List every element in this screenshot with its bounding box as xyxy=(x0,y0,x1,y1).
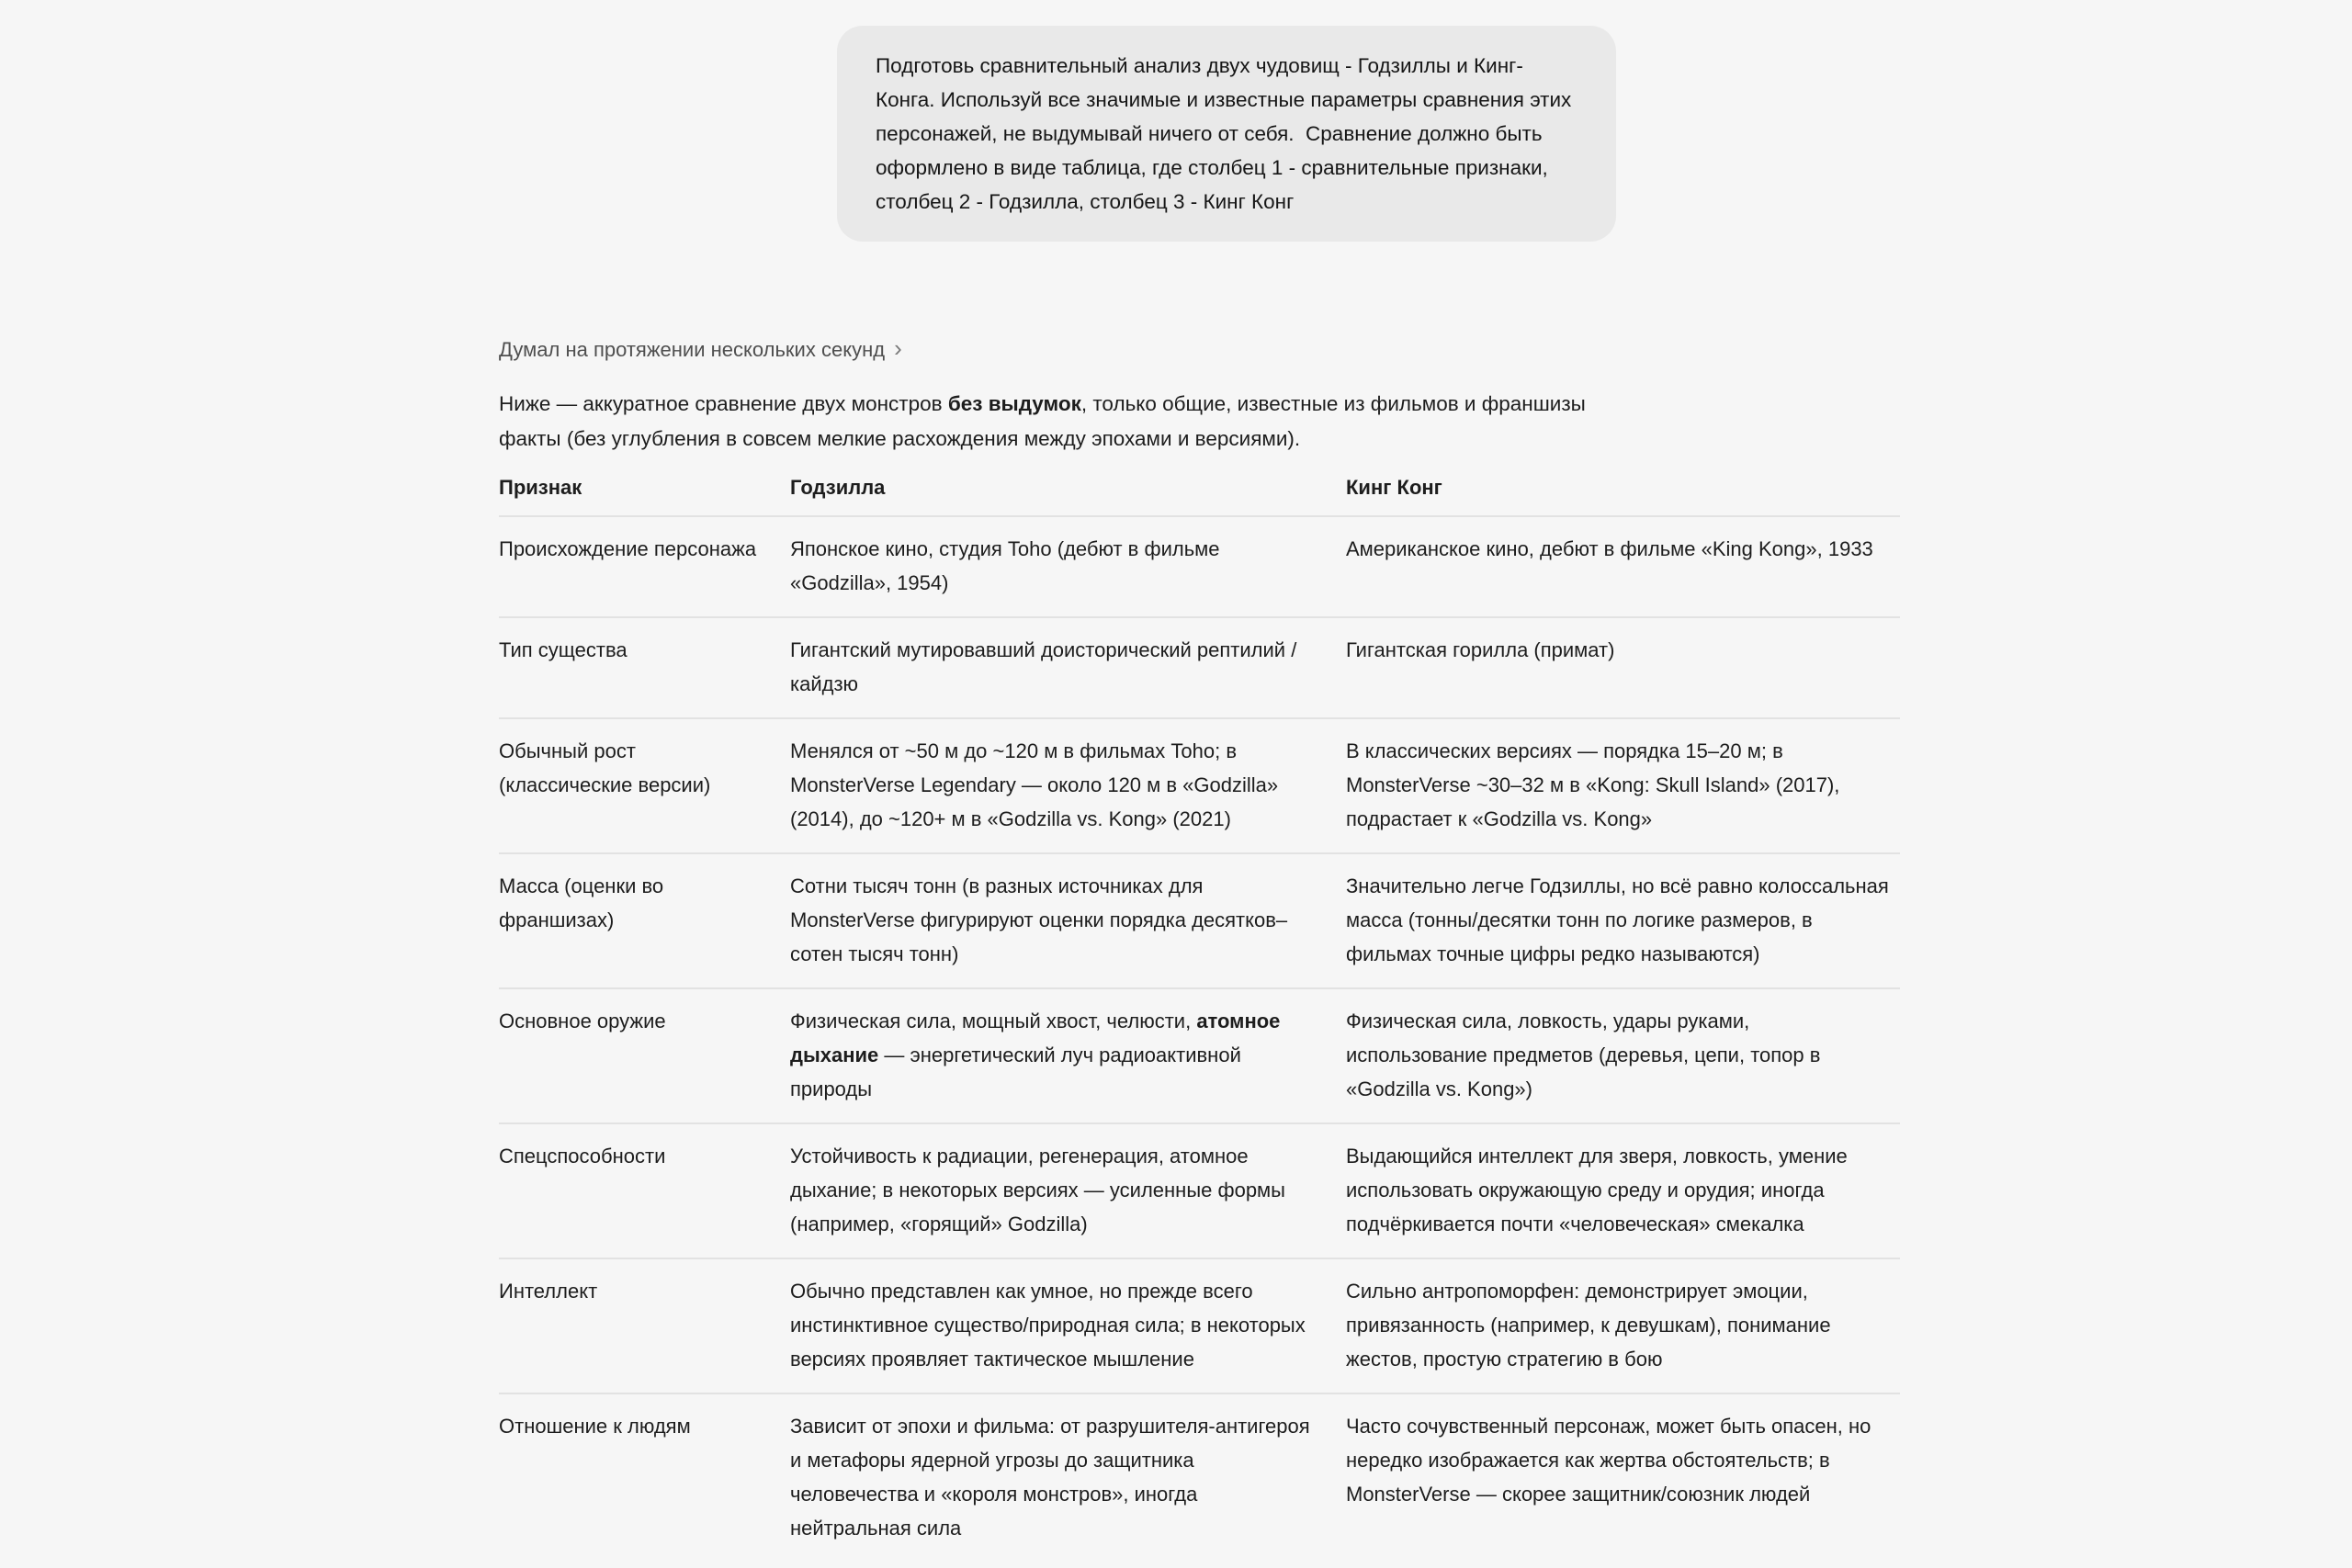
kong-cell: Американское кино, дебют в фильме «King Kong», 1933 xyxy=(1346,516,1900,617)
godzilla-cell: Сотни тысяч тонн (в разных источниках для MonsterVerse фигурируют оценки порядка десятков–сотен тысяч тонн) xyxy=(790,853,1346,988)
feature-cell: Отношение к людям xyxy=(499,1415,691,1438)
thought-summary-toggle[interactable] xyxy=(499,336,902,364)
column-header-kong: Кинг Конг xyxy=(1346,470,1900,516)
feature-cell: Масса (оценки во франшизах) xyxy=(499,853,790,988)
godzilla-cell: Физическая сила, мощный хвост, челюсти, атомное дыхание — энергетический луч радиоактивной природы xyxy=(790,988,1346,1123)
table-body xyxy=(499,516,1900,1562)
table-row xyxy=(499,1123,1900,1258)
table-header-row xyxy=(499,470,1900,516)
kong-cell: Значительно легче Годзиллы, но всё равно колоссальная масса (тонны/десятки тонн по логике размеров, в фильмах точные цифры редко называются) xyxy=(1346,853,1900,988)
kong-cell: Выдающийся интеллект для зверя, ловкость, умение использовать окружающую среду и орудия; иногда подчёркивается почти «человеческая» смекалка xyxy=(1346,1123,1900,1258)
comparison-table xyxy=(499,470,1900,1562)
kong-cell: Часто сочувственный персонаж, может быть опасен, но нередко изображается как жертва обстоятельств; в MonsterVerse — скорее защитник/союзник людей xyxy=(1346,1415,1871,1506)
thought-summary-label: Думал на протяжении нескольких секунд xyxy=(499,338,886,361)
feature-cell: Обычный рост (классические версии) xyxy=(499,718,790,853)
godzilla-cell: Японское кино, студия Toho (дебют в фильме «Godzilla», 1954) xyxy=(790,516,1346,617)
user-message-bubble xyxy=(837,26,1616,242)
table-row xyxy=(499,853,1900,988)
godzilla-cell: Зависит от эпохи и фильма: от разрушителя-антигероя и метафоры ядерной угрозы до защитника человечества и «короля монстров», иногда нейтральная сила xyxy=(790,1415,1310,1540)
table-row xyxy=(499,1393,1900,1562)
kong-cell: В классических версиях — порядка 15–20 м; в MonsterVerse ~30–32 м в «Kong: Skull Island» (2017), подрастает к «Godzilla vs. Kong» xyxy=(1346,718,1900,853)
table-row xyxy=(499,617,1900,718)
kong-cell: Физическая сила, ловкость, удары руками, использование предметов (деревья, цепи, топор в «Godzilla vs. Kong») xyxy=(1346,988,1900,1123)
column-header-feature: Признак xyxy=(499,470,790,516)
table-row xyxy=(499,1258,1900,1393)
godzilla-cell: Обычно представлен как умное, но прежде всего инстинктивное существо/природная сила; в некоторых версиях проявляет тактическое мышление xyxy=(790,1258,1346,1393)
feature-cell: Основное оружие xyxy=(499,988,790,1123)
godzilla-cell: Устойчивость к радиации, регенерация, атомное дыхание; в некоторых версиях — усиленные формы (например, «горящий» Godzilla) xyxy=(790,1123,1346,1258)
godzilla-cell: Менялся от ~50 м до ~120 м в фильмах Toho; в MonsterVerse Legendary — около 120 м в «Godzilla» (2014), до ~120+ м в «Godzilla vs. Kong» (2021) xyxy=(790,718,1346,853)
intro-paragraph xyxy=(499,387,1620,457)
table-row xyxy=(499,718,1900,853)
table-row xyxy=(499,988,1900,1123)
column-header-godzilla: Годзилла xyxy=(790,470,1346,516)
intro-text-start: Ниже — аккуратное сравнение двух монстров xyxy=(499,392,948,415)
table-row xyxy=(499,516,1900,617)
intro-text-end: , только общие, известные из фильмов и франшизы факты (без углубления в совсем мелкие расхождения между эпохами и версиями). xyxy=(499,392,1586,450)
feature-cell: Тип существа xyxy=(499,617,790,718)
chevron-right-icon: › xyxy=(894,334,902,362)
kong-cell: Сильно антропоморфен: демонстрирует эмоции, привязанность (например, к девушкам), понимание жестов, простую стратегию в бою xyxy=(1346,1258,1900,1393)
feature-cell: Происхождение персонажа xyxy=(499,516,790,617)
feature-cell: Спецспособности xyxy=(499,1123,790,1258)
godzilla-cell: Гигантский мутировавший доисторический рептилий / кайдзю xyxy=(790,617,1346,718)
user-message-text: Подготовь сравнительный анализ двух чудовищ - Годзиллы и Кинг-Конга. Используй все значимые и известные параметры сравнения этих персонажей, не выдумывай ничего от себя. Сравнение должно быть оформлено в виде таблица, где столбец 1 - сравнительные признаки, столбец 2 - Годзилла, столбец 3 - Кинг Конг xyxy=(876,54,1577,213)
kong-cell: Гигантская горилла (примат) xyxy=(1346,617,1900,718)
intro-text-bold: без выдумок xyxy=(947,392,1081,415)
feature-cell: Интеллект xyxy=(499,1258,790,1393)
